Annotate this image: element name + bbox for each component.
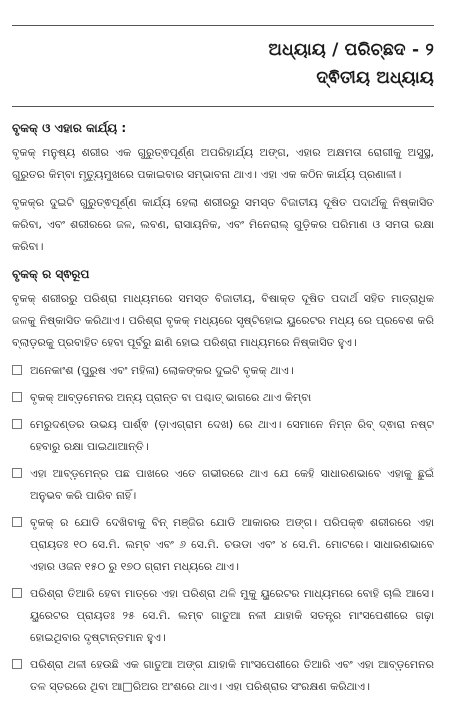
paragraph: ବୃକକ୍‌ର ଦୁଇଟି ଗୁରୁତ୍ଵପୂର୍ଣ୍ଣ କାର୍ଯ୍ୟ ହେଲା ଶରୀରରୁ ସମସ୍ତ ବିଜାତୀୟ ଦୂଷିତ ପଦାର୍ଥକୁ ନିଷ୍କାସିତ କରିବା, ଏବଂ ଶରୀରରେ ଜଳ, ଲବଣ, ରାସାୟନିକ, ଏବଂ ମିନେରାଲ୍ ଗୁଡ଼ିକର ପରିମାଣ ଓ ସମତା ରକ୍ଷା କରିବା। bbox=[12, 196, 434, 253]
checkbox-bullet-icon bbox=[12, 659, 22, 669]
chapter-subtitle: ଦ୍ଵିତୀୟ ଅଧ୍ୟାୟ bbox=[316, 68, 434, 88]
checkbox-bullet-icon bbox=[12, 588, 22, 598]
checkbox-bullet-icon bbox=[12, 392, 22, 402]
chapter-title: ଅଧ୍ୟାୟ / ପରିଚ୍ଛଦ - ୨ bbox=[268, 40, 434, 60]
list-item-text: ଅନେକାଂଶ (ପୁରୁଷ ଏବଂ ମହିଳା) ଲୋକଙ୍କର ଦୁଇଟି ବୃକକ୍ ଥାଏ। bbox=[30, 364, 294, 377]
list-item bbox=[12, 512, 434, 578]
header-divider bbox=[12, 106, 434, 107]
list-item-text: ଏହା ଆବ୍ଡ଼ମେନ୍‌ର ପଛ ପାଖରେ ଏତେ ଗଭୀରରେ ଥାଏ ଯେ କେହି ସାଧାରଣଭାବେ ଏହାକୁ ଛୁଇଁ ଅନୁଭବ କରି ପାରିବ ନାହିଁ। bbox=[30, 467, 434, 502]
checkbox-bullet-icon bbox=[12, 517, 22, 527]
main-content bbox=[12, 116, 434, 703]
list-item-text: ପରିଶ୍ରା ଥଳୀ ହେଉଛି ଏକ ଗାତୁଆ ଅଙ୍ଗ ଯାହାକି ମାଂସପେଶୀରେ ତିଆରି ଏବଂ ଏହା ଆବ୍ଡ଼ମେନର ତଳ ସ୍ତରରେ ଥିବା ଆ□ରିଅର ଅଂଶରେ ଥାଏ। ଏହା ପରିଶ୍ରାର ସଂରକ୍ଷଣ କରିଥାଏ। bbox=[30, 658, 434, 693]
list-item-text: ବୃକକ୍ ର ଯୋଡି ଦେଖିବାକୁ ବିନ୍ ମଞ୍ଜିର ଯୋଡି ଆକାରର ଅଙ୍ଗ। ପରିପକ୍ଵ ଶରୀରରେ ଏହା ପ୍ରାୟତଃ ୧୦ ସେ.ମି. ଲମ୍ବ ଏବଂ ୬ ସେ.ମି. ଚଉଡା ଏବଂ ୪ ସେ.ମି. ମୋଟରେ। ସାଧାରଣଭାବେ ଏହାର ଓଜନ ୧୫୦ ରୁ ୧୭୦ ଗ୍ରାମ ମଧ୍ୟରେ ଥାଏ। bbox=[30, 516, 434, 573]
list-item bbox=[12, 414, 434, 458]
checkbox-bullet-icon bbox=[12, 419, 22, 429]
bullet-list bbox=[12, 360, 434, 698]
section-heading-kidney-function: ବୃକକ୍ ଓ ଏହାର କାର୍ଯ୍ୟ : bbox=[12, 121, 127, 135]
list-item bbox=[12, 360, 434, 382]
top-divider bbox=[12, 25, 434, 26]
checkbox-bullet-icon bbox=[12, 365, 22, 375]
list-item bbox=[12, 654, 434, 698]
list-item-text: ପରିଶ୍ରା ତିଆରି ହେବା ମାତ୍ରେ ଏହା ପରିଶ୍ରା ଥଳି ମୁକୁ ୟୁରେଟର ମାଧ୍ୟମରେ ବୋହି ଚାଲି ଆସେ। ୟୁରେଟର ପ୍ରାୟତଃ ୨୫ ସେ.ମି. ଲମ୍ବ ଗାତୁଆ ନଳୀ ଯାହାକି ସତନ୍ତ୍ର ମାଂସପେଶୀରେ ଗଢ଼ା ହୋଇଥିବାର ଦୃଷ୍ଟାନ୍ତମାନ ହୁଏ। bbox=[30, 587, 434, 644]
list-item bbox=[12, 387, 434, 409]
list-item-text: ବୃକକ୍ ଆବ୍ଡ଼ମେନର ଅନ୍ୟ ପ୍ରାନ୍ତ ବା ପଶ୍ଚାତ୍ ଭାଗରେ ଥାଏ କିମ୍ବା bbox=[30, 391, 312, 404]
list-item bbox=[12, 583, 434, 649]
list-item-text: ମେରୁଦଣ୍ଡର ଉଭୟ ପାର୍ଶ୍ଵ (ଡ଼ାଏଗ୍ରାମ ଦେଖ) ରେ ଥାଏ। ସେମାନେ ନିମ୍ନ ରିବ୍ ଦ୍ଵାରା ନଷ୍ଟ ହେବାରୁ ରକ୍ଷା ପାଇଥାଆନ୍ତି। bbox=[30, 418, 434, 453]
checkbox-bullet-icon bbox=[12, 468, 22, 478]
list-item bbox=[12, 463, 434, 507]
paragraph: ବୃକକ୍ ଶରୀରରୁ ପରିଶ୍ରା ମାଧ୍ୟମରେ ସମସ୍ତ ବିଜାତୀୟ, ବିଷାକ୍ତ ଦୂଷିତ ପଦାର୍ଥ ସହିତ ମାତ୍ରାଧିକ ଜଳକୁ ନିଷ୍କାସିତ କରିଥାଏ। ପରିଶ୍ରା ବୃକକ୍ ମଧ୍ୟରେ ସୃଷ୍ଟିହୋଇ ୟୁରେଟର ମଧ୍ୟ ରେ ପ୍ରବେଶ କରି ବ୍ଲାଡ଼ରକୁ ପ୍ରବାହିତ ହେବା ପୂର୍ବରୁ ଛାଣି ହୋଇ ପରିଶ୍ରା ମାଧ୍ୟମରେ ନିଷ୍କାସିତ ହୁଏ। bbox=[12, 292, 434, 349]
section-heading-kidney-structure: ବୃକକ୍ ର ସ୍ଵରୂପ bbox=[12, 267, 90, 281]
chapter-header bbox=[268, 36, 434, 92]
paragraph: ବୃକକ୍ ମନୁଷ୍ୟ ଶରୀର ଏକ ଗୁରୁତ୍ଵପୂର୍ଣ୍ଣ ଅପରିହାର୍ଯ୍ୟ ଅଙ୍ଗ, ଏହାର ଅକ୍ଷମତା ରୋଗୀକୁ ଅସୁସ୍ଥ, ଗୁରୁତର କିମ୍ବା ମୃତ୍ୟୁମୁଖରେ ପକାଇବାର ସମ୍ଭାବନା ଥାଏ। ଏହା ଏକ କଠିନ କାର୍ଯ୍ୟ ପ୍ରଣାଳୀ। bbox=[12, 146, 434, 181]
